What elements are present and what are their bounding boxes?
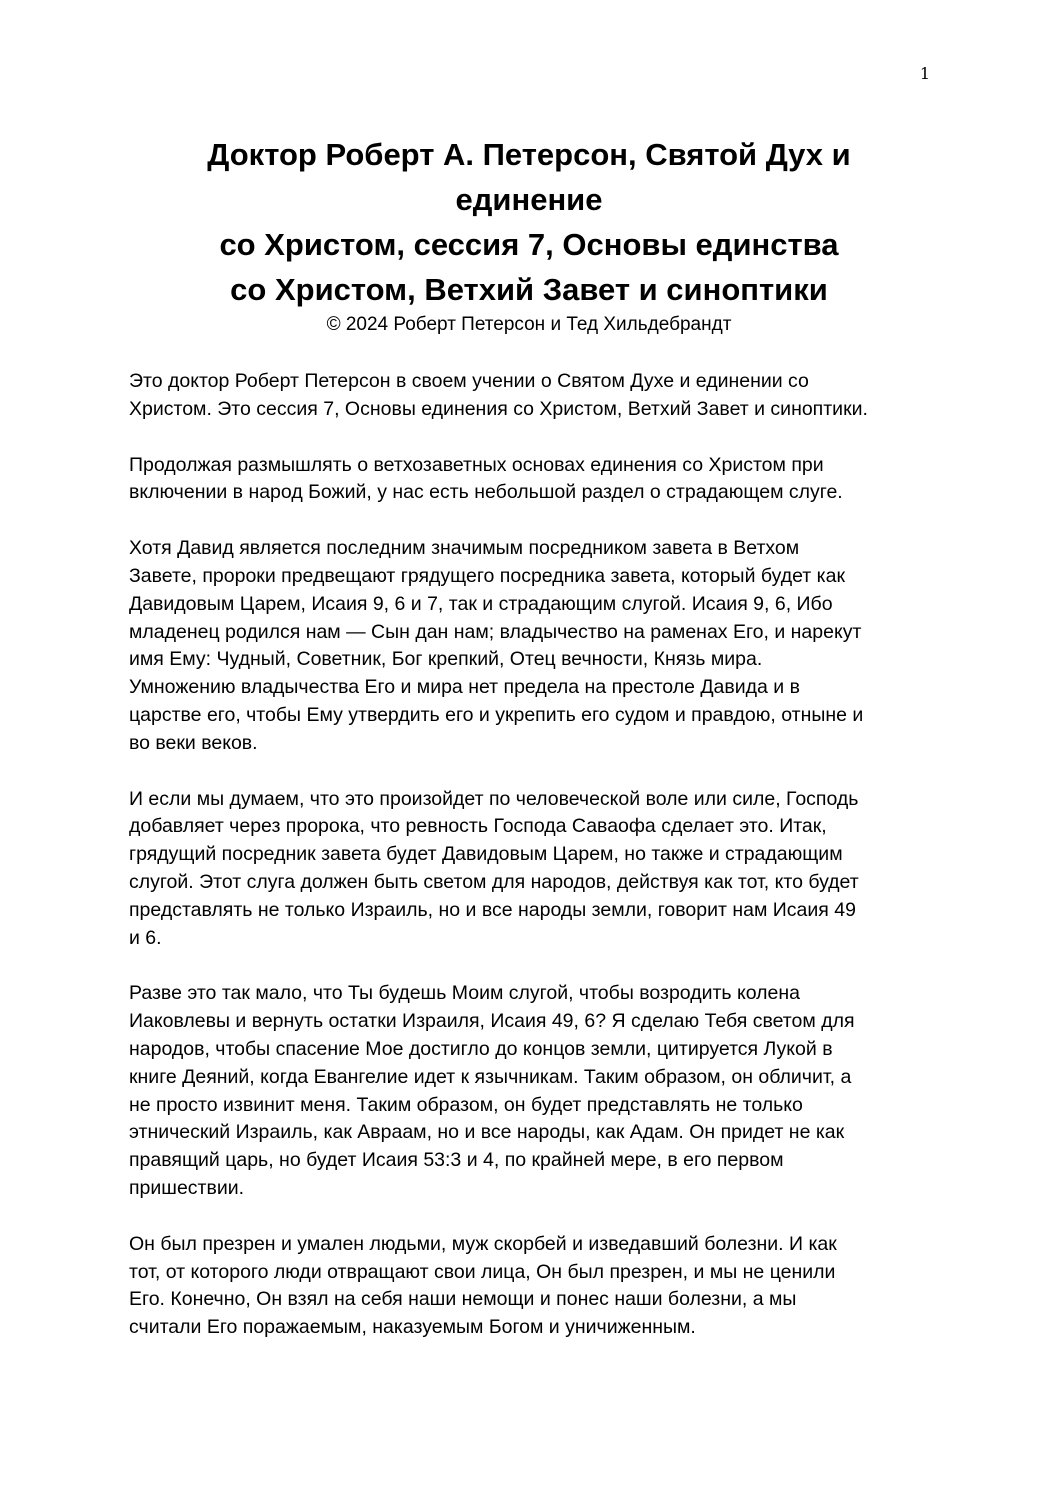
text-line: пришествии. — [129, 1176, 245, 1199]
paragraph — [129, 786, 929, 953]
text-line: И если мы думаем, что это произойдет по человеческой воле или силе, Господь — [129, 787, 859, 810]
text-line: книге Деяний, когда Евангелие идет к язычникам. Таким образом, он обличит, а — [129, 1065, 852, 1088]
text-line: правящий царь, но будет Исаия 53:3 и 4, по крайней мере, в его первом — [129, 1149, 784, 1172]
text-line: Иаковлевы и вернуть остатки Израиля, Исаия 49, 6? Я сделаю Тебя светом для — [129, 1010, 855, 1033]
text-line: царстве его, чтобы Ему утвердить его и укрепить его судом и правдою, отныне и — [129, 703, 864, 726]
text-line: Его. Конечно, Он взял на себя наши немощи и понес наши болезни, а мы — [129, 1288, 797, 1311]
text-line: Давидовым Царем, Исаия 9, 6 и 7, так и страдающим слугой. Исаия 9, 6, Ибо — [129, 592, 833, 615]
text-line: Завете, пророки предвещают грядущего посредника завета, который будет как — [129, 564, 845, 587]
text-line: Умножению владычества Его и мира нет предела на престоле Давида и в — [129, 676, 800, 699]
text-line: во веки веков. — [129, 731, 258, 754]
text-line: Он был презрен и умален людьми, муж скорбей и изведавший болезни. И как — [129, 1232, 837, 1255]
paragraph — [129, 368, 929, 424]
text-line: Разве это так мало, что Ты будешь Моим слугой, чтобы возродить колена — [129, 982, 800, 1005]
text-line: народов, чтобы спасение Мое достигло до концов земли, цитируется Лукой в — [129, 1037, 833, 1060]
text-line: Христом. Это сессия 7, Основы единения со Христом, Ветхий Завет и синоптики. — [129, 397, 868, 420]
text-line: этнический Израиль, как Авраам, но и все народы, как Адам. Он придет не как — [129, 1121, 845, 1144]
text-line: не просто извинит меня. Таким образом, он будет представлять не только — [129, 1093, 803, 1116]
text-line: и 6. — [129, 926, 162, 949]
text-line: слугой. Этот слуга должен быть светом для народов, действуя как тот, кто будет — [129, 870, 859, 893]
title-line: Доктор Роберт А. Петерсон, Святой Дух и — [207, 137, 851, 172]
text-line: добавляет через пророка, что ревность Господа Саваофа сделает это. Итак, — [129, 815, 827, 838]
copyright-notice: © 2024 Роберт Петерсон и Тед Хильдебрандт — [326, 314, 732, 335]
text-line: Хотя Давид является последним значимым посредником завета в Ветхом — [129, 537, 800, 560]
title-line: единение — [455, 182, 603, 217]
text-line: младенец родился нам — Сын дан нам; владычество на раменах Его, и нарекут — [129, 620, 862, 643]
text-line: Продолжая размышлять о ветхозаветных основах единения со Христом при — [129, 453, 824, 476]
text-line: представлять не только Израиль, но и все народы земли, говорит нам Исаия 49 — [129, 898, 856, 921]
title-line: со Христом, сессия 7, Основы единства — [219, 227, 839, 262]
text-line: включении в народ Божий, у нас есть небольшой раздел о страдающем слуге. — [129, 481, 843, 504]
paragraph — [129, 1231, 929, 1342]
text-line: грядущий посредник завета будет Давидовым Царем, но также и страдающим — [129, 843, 843, 866]
paragraph — [129, 535, 929, 757]
text-line: имя Ему: Чудный, Советник, Бог крепкий, Отец вечности, Князь мира. — [129, 648, 763, 671]
text-line: Это доктор Роберт Петерсон в своем учении о Святом Духе и единении со — [129, 370, 809, 392]
paragraph — [129, 980, 929, 1202]
document-body — [129, 368, 929, 1370]
title-line: со Христом, Ветхий Завет и синоптики — [230, 272, 828, 307]
text-line: тот, от которого люди отвращают свои лица, Он был презрен, и мы не ценили — [129, 1260, 836, 1283]
paragraph — [129, 452, 929, 508]
document-title — [100, 132, 958, 338]
text-line: считали Его поражаемым, наказуемым Богом и уничиженным. — [129, 1316, 696, 1339]
page-number: 1 — [919, 64, 930, 83]
